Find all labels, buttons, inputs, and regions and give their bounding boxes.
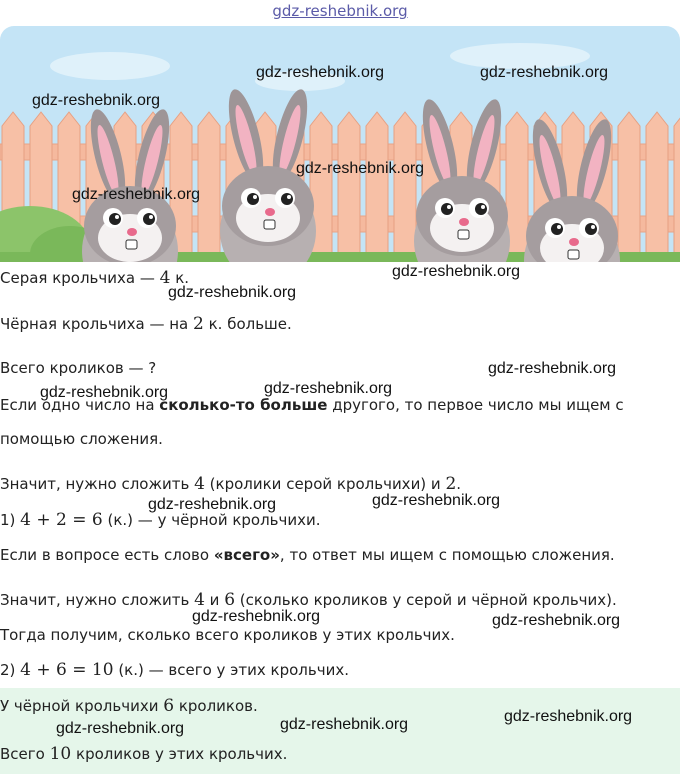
line-5: помощью сложения. (0, 430, 163, 448)
answer-line-1: У чёрной крольчихи 6 кроликов. (0, 696, 258, 716)
watermark: gdz-reshebnik.org (488, 360, 617, 377)
watermark: gdz-reshebnik.org (296, 160, 425, 177)
watermark: gdz-reshebnik.org (504, 708, 633, 725)
line-8: Если в вопросе есть слово «всего», то ответ мы ищем с помощью сложения. (0, 546, 615, 564)
watermark: gdz-reshebnik.org (492, 612, 621, 629)
watermark: gdz-reshebnik.org (392, 263, 521, 280)
watermark: gdz-reshebnik.org (148, 496, 277, 513)
line-9: Значит, нужно сложить 4 и 6 (сколько кроликов у серой и чёрной крольчих). (0, 590, 617, 610)
line-6: Значит, нужно сложить 4 (кролики серой крольчихи) и 2. (0, 474, 462, 494)
watermark: gdz-reshebnik.org (480, 64, 609, 81)
line-2: Чёрная крольчиха — на 2 к. больше. (0, 314, 292, 334)
line-10: Тогда получим, сколько всего кроликов у этих крольчих. (0, 626, 455, 644)
line-7: 1) 4 + 2 = 6 (к.) — у чёрной крольчихи. (0, 510, 321, 530)
watermark: gdz-reshebnik.org (372, 492, 501, 509)
site-watermark-top[interactable]: gdz-reshebnik.org (272, 2, 408, 20)
answer-line-2: Всего 10 кроликов у этих крольчих. (0, 744, 288, 764)
bunnies-illustration (0, 26, 680, 262)
line-4: Если одно число на сколько-то больше другого, то первое число мы ищем с (0, 396, 624, 414)
watermark: gdz-reshebnik.org (280, 716, 409, 733)
line-3: Всего кроликов — ? (0, 359, 157, 377)
watermark: gdz-reshebnik.org (56, 720, 185, 737)
bunnies-illustration-svg (0, 26, 680, 262)
watermark: gdz-reshebnik.org (32, 92, 161, 109)
watermark: gdz-reshebnik.org (72, 186, 201, 203)
line-1: Серая крольчиха — 4 к. (0, 268, 190, 288)
watermark: gdz-reshebnik.org (256, 64, 385, 81)
watermark: gdz-reshebnik.org (40, 384, 169, 401)
line-11: 2) 4 + 6 = 10 (к.) — всего у этих крольчих. (0, 660, 349, 680)
watermark: gdz-reshebnik.org (168, 284, 297, 301)
watermark: gdz-reshebnik.org (264, 380, 393, 397)
watermark: gdz-reshebnik.org (192, 608, 321, 625)
